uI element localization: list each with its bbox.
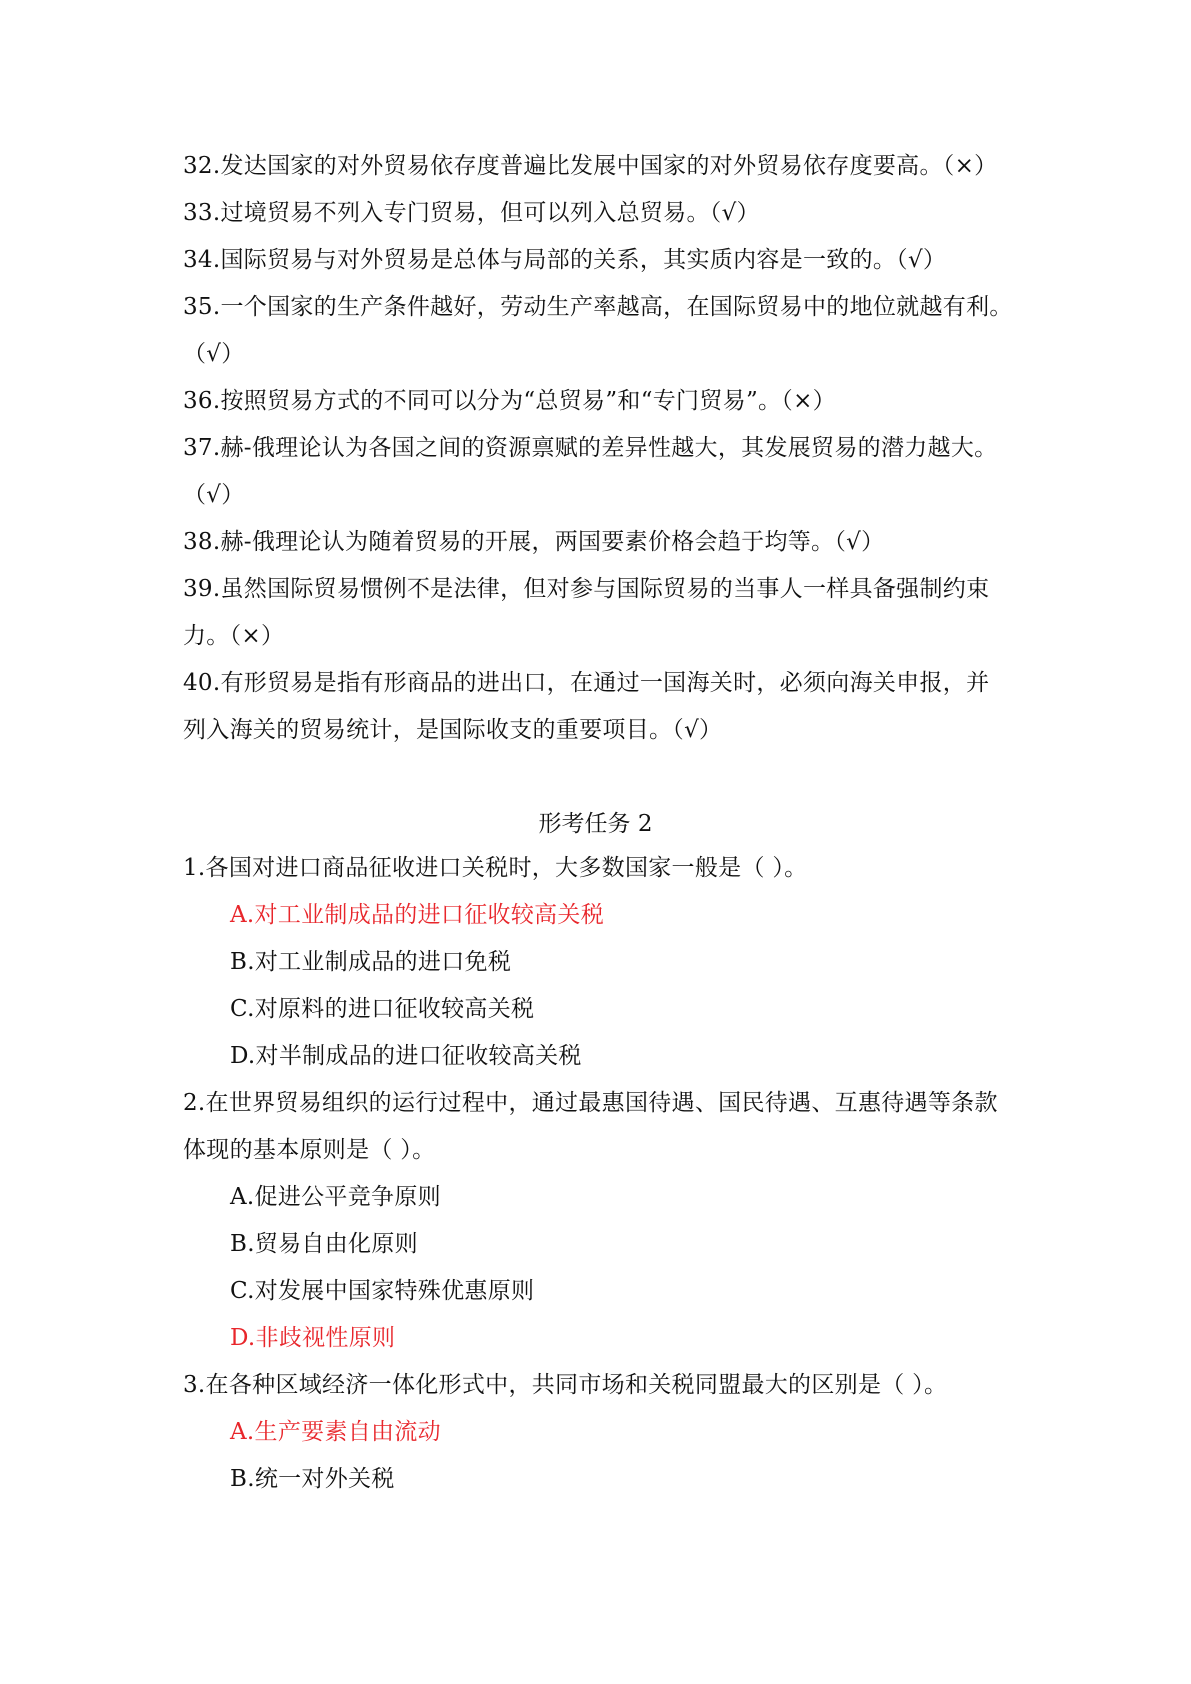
true-false-list <box>183 143 1043 754</box>
tf-item-40-cont: 列入海关的贸易统计，是国际收支的重要项目。（√） <box>183 717 723 743</box>
tf-item-38: 38.赫-俄理论认为随着贸易的开展，两国要素价格会趋于均等。（√） <box>183 529 885 555</box>
section-title: 形考任务 2 <box>538 811 653 837</box>
tf-item-35: 35.一个国家的生产条件越好，劳动生产率越高，在国际贸易中的地位就越有利。 <box>183 294 1013 320</box>
tf-item-40: 40.有形贸易是指有形商品的进出口，在通过一国海关时，必须向海关申报，并 <box>183 670 990 696</box>
tf-item-39-cont: 力。（×） <box>183 623 285 649</box>
tf-item-35-cont: （√） <box>183 341 245 367</box>
question-1-option-c: C.对原料的进口征收较高关税 <box>230 996 535 1022</box>
question-2: 2.在世界贸易组织的运行过程中，通过最惠国待遇、国民待遇、互惠待遇等条款 <box>183 1090 998 1116</box>
question-2-option-b: B.贸易自由化原则 <box>230 1231 418 1257</box>
multiple-choice-block <box>183 845 1043 1503</box>
tf-item-36: 36.按照贸易方式的不同可以分为“总贸易”和“专门贸易”。（×） <box>183 388 836 414</box>
tf-item-39: 39.虽然国际贸易惯例不是法律，但对参与国际贸易的当事人一样具备强制约束 <box>183 576 990 602</box>
question-2-option-d: D.非歧视性原则 <box>230 1325 396 1351</box>
question-1-option-b: B.对工业制成品的进口免税 <box>230 949 512 975</box>
tf-item-32: 32.发达国家的对外贸易依存度普遍比发展中国家的对外贸易依存度要高。（×） <box>183 153 998 179</box>
question-2-option-c: C.对发展中国家特殊优惠原则 <box>230 1278 535 1304</box>
question-2-option-a: A.促进公平竞争原则 <box>230 1184 441 1210</box>
tf-item-34: 34.国际贸易与对外贸易是总体与局部的关系，其实质内容是一致的。（√） <box>183 247 947 273</box>
question-3-option-a: A.生产要素自由流动 <box>230 1419 441 1445</box>
question-1-option-a: A.对工业制成品的进口征收较高关税 <box>230 902 605 928</box>
question-1-option-d: D.对半制成品的进口征收较高关税 <box>230 1043 582 1069</box>
question-3: 3.在各种区域经济一体化形式中，共同市场和关税同盟最大的区别是（ ）。 <box>183 1372 948 1398</box>
tf-item-33: 33.过境贸易不列入专门贸易，但可以列入总贸易。（√） <box>183 200 760 226</box>
question-3-option-b: B.统一对外关税 <box>230 1466 395 1492</box>
question-2-cont: 体现的基本原则是（ ）。 <box>183 1137 436 1163</box>
question-1: 1.各国对进口商品征收进口关税时，大多数国家一般是（ ）。 <box>183 855 808 881</box>
tf-item-37-cont: （√） <box>183 482 245 508</box>
tf-item-37: 37.赫-俄理论认为各国之间的资源禀赋的差异性越大，其发展贸易的潜力越大。 <box>183 435 998 461</box>
